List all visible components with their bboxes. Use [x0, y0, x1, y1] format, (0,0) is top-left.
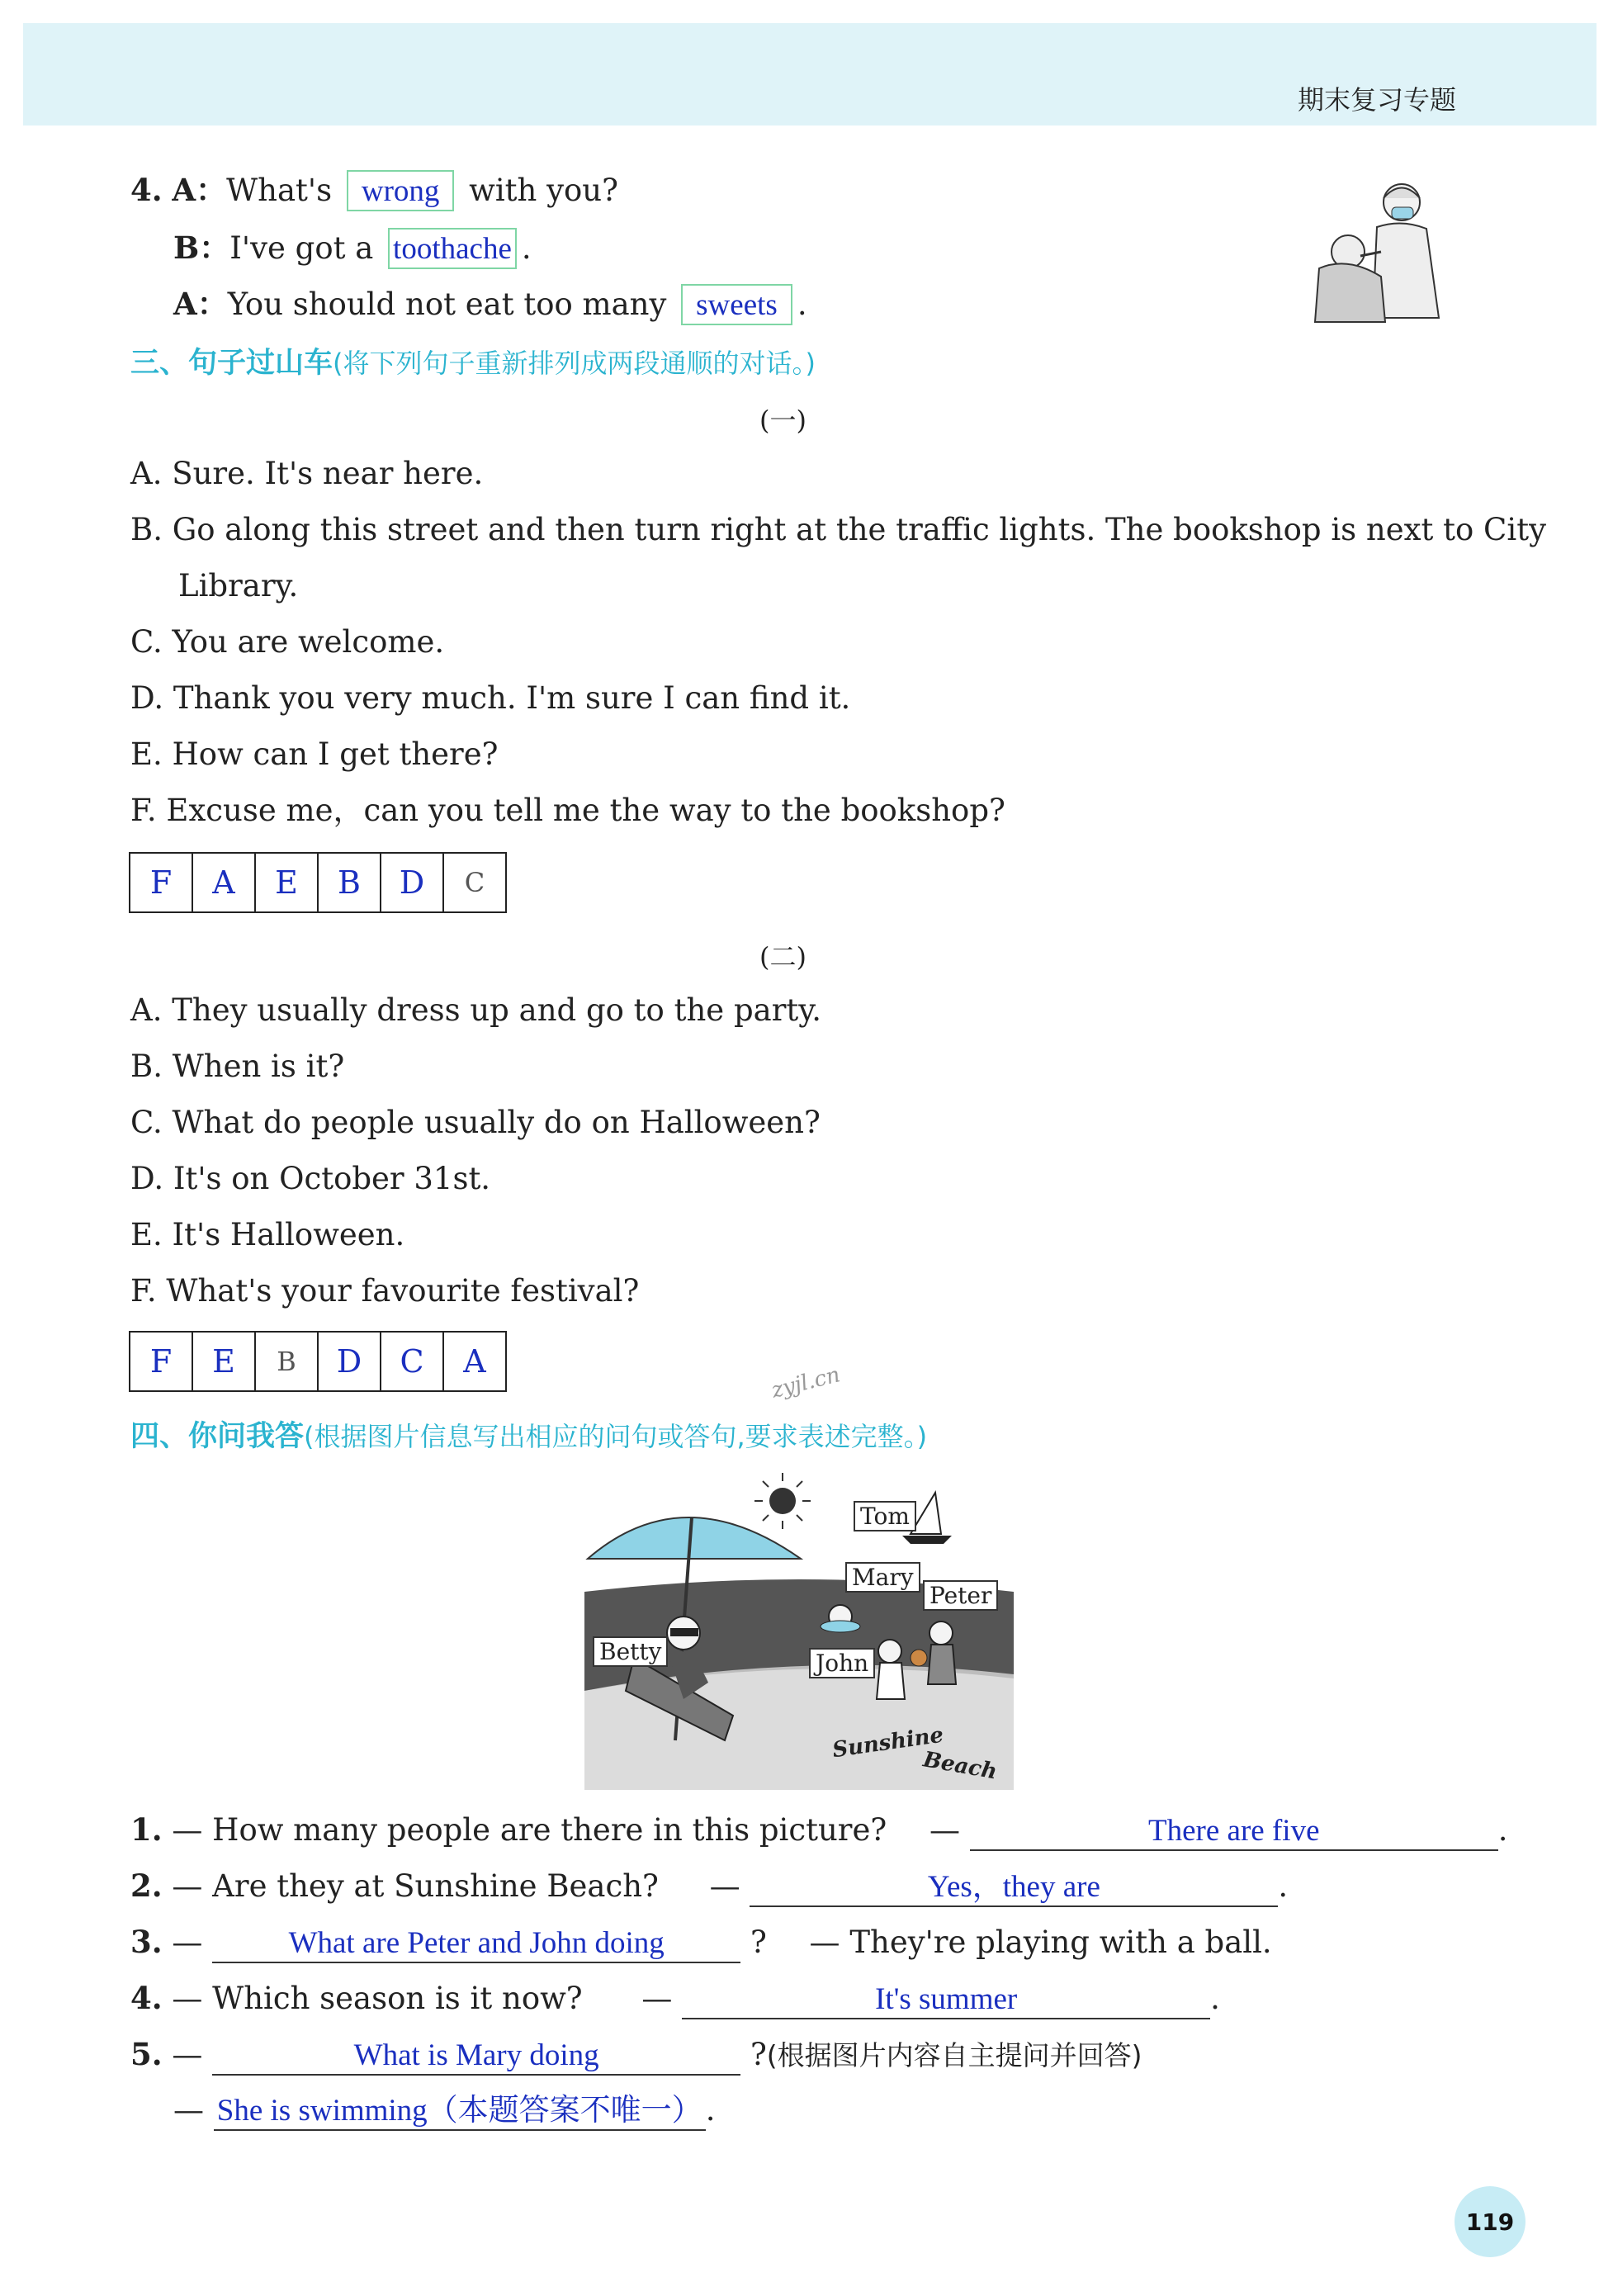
- dash: —: [173, 2092, 204, 2128]
- part1-order-boxes: [129, 852, 507, 913]
- part2-heading: (二): [759, 941, 806, 973]
- answer-toothache: toothache: [388, 228, 517, 269]
- end-punct: .: [1497, 1812, 1508, 1848]
- part1-option-d: D. Thank you very much. I'm sure I can find it.: [130, 680, 851, 716]
- dash: —: [641, 1981, 673, 2016]
- qa-number: 3.: [130, 1924, 163, 1960]
- q4-line-a2: [173, 284, 807, 325]
- part2-option-f: F. What's your favourite festival?: [130, 1273, 640, 1309]
- speaker-b-label: B：: [173, 230, 230, 266]
- section4-title-text: 四、你问我答: [130, 1420, 305, 1453]
- answer-text: What is Mary doing: [212, 2038, 740, 2076]
- answer-text: Yes，they are: [750, 1869, 1278, 1907]
- part1-option-e: E. How can I get there?: [130, 736, 499, 772]
- q5-note: (根据图片内容自主提问并回答): [766, 2039, 1142, 2071]
- part1-option-b-cont: Library.: [178, 568, 299, 604]
- sign-beach: Beach: [921, 1747, 1000, 1785]
- qa-number: 1.: [130, 1811, 163, 1848]
- q4-line-b: [173, 228, 532, 269]
- question-text: How many people are there in this picture?: [212, 1812, 887, 1848]
- dash: —: [172, 2037, 203, 2072]
- q4-number: 4.: [130, 172, 163, 208]
- end-punct: .: [1278, 1868, 1289, 1904]
- order-box: A: [192, 853, 255, 912]
- part2-option-c: C. What do people usually do on Halloween?: [130, 1105, 821, 1140]
- order-box: C: [443, 853, 506, 912]
- order-box: E: [192, 1332, 255, 1391]
- question-mark: ?: [750, 2037, 767, 2072]
- part2-option-e: E. It's Halloween.: [130, 1217, 405, 1252]
- dentist-illustration: [1303, 169, 1459, 326]
- beach-picture: [584, 1468, 1014, 1790]
- part1-option-b: B. Go along this street and then turn right at the traffic lights. The bookshop is next to City: [130, 512, 1546, 547]
- answer-wrong: wrong: [347, 170, 455, 211]
- q4-line-a1: [130, 170, 618, 211]
- qa-number: 2.: [130, 1868, 163, 1904]
- order-box: C: [381, 1332, 443, 1391]
- section3-instruction: (将下列句子重新排列成两段通顺的对话。): [333, 348, 816, 379]
- part2-option-b: B. When is it?: [130, 1049, 345, 1084]
- qa-row-2: [130, 1868, 1288, 1907]
- section3-title-text: 三、句子过山车: [130, 347, 333, 380]
- sign-sunshine: Sunshine: [830, 1722, 945, 1763]
- label-mary: Mary: [845, 1562, 920, 1593]
- qa-number: 5.: [130, 2036, 163, 2072]
- part1-heading: (一): [759, 405, 806, 436]
- q4-a2-text: You should not eat too many: [227, 286, 667, 322]
- dash: —: [172, 1868, 203, 1904]
- section3-title: [130, 340, 816, 381]
- order-box: F: [130, 1332, 192, 1391]
- page-number: 119: [1455, 2186, 1525, 2257]
- order-box: E: [255, 853, 318, 912]
- qa-row-4: [130, 1980, 1220, 2019]
- speaker-a-label-2: A：: [173, 286, 228, 322]
- part1-option-a: A. Sure. It's near here.: [130, 456, 484, 491]
- response-text: They're playing with a ball.: [849, 1924, 1272, 1960]
- order-box: B: [318, 853, 381, 912]
- question-mark: ?: [750, 1924, 767, 1960]
- label-tom: Tom: [854, 1501, 916, 1531]
- order-box: D: [381, 853, 443, 912]
- question-text: Which season is it now?: [212, 1981, 583, 2016]
- question-text: Are they at Sunshine Beach?: [212, 1868, 659, 1904]
- answer-sweets: sweets: [681, 284, 792, 325]
- end-punct: .: [1210, 1981, 1220, 2016]
- part2-option-d: D. It's on October 31st.: [130, 1161, 491, 1196]
- part1-option-c: C. You are welcome.: [130, 624, 445, 660]
- dash: —: [172, 1812, 203, 1848]
- q4-a2-post: .: [797, 286, 807, 322]
- q4-b-text: I've got a: [229, 230, 374, 266]
- dash: —: [809, 1924, 840, 1960]
- order-box: B: [255, 1332, 318, 1391]
- answer-text: There are five: [970, 1813, 1498, 1851]
- part1-option-f: F. Excuse me，can you tell me the way to the bookshop?: [130, 793, 1005, 828]
- label-john: John: [809, 1648, 875, 1678]
- order-box: F: [130, 853, 192, 912]
- dash: —: [709, 1868, 740, 1904]
- qa-row-5: [130, 2036, 1142, 2076]
- dash: —: [172, 1924, 203, 1960]
- q4-a1-post: with you?: [469, 173, 618, 208]
- beach-drawing: [584, 1468, 1014, 1790]
- watermark: zyjl.cn: [769, 1362, 843, 1404]
- order-box: D: [318, 1332, 381, 1391]
- answer-text: She is swimming（本题答案不唯一）: [214, 2093, 706, 2131]
- header-title: 期末复习专题: [1297, 84, 1456, 116]
- section4-title: [130, 1413, 927, 1455]
- label-peter: Peter: [923, 1580, 998, 1611]
- qa-row-5-answer: [173, 2092, 715, 2131]
- qa-number: 4.: [130, 1980, 163, 2016]
- dash: —: [172, 1981, 203, 2016]
- part2-option-a: A. They usually dress up and go to the party.: [130, 992, 821, 1028]
- q4-b-post: .: [521, 230, 532, 266]
- answer-text: It's summer: [682, 1981, 1210, 2019]
- part2-order-boxes: [129, 1331, 507, 1392]
- order-box: A: [443, 1332, 506, 1391]
- qa-row-1: [130, 1811, 1508, 1851]
- qa-row-3: [130, 1924, 1272, 1963]
- label-betty: Betty: [593, 1636, 668, 1667]
- section4-instruction: (根据图片信息写出相应的问句或答句,要求表述完整。): [304, 1421, 928, 1452]
- end-punct: .: [705, 2092, 716, 2128]
- q4-a1-text: What's: [226, 173, 333, 208]
- answer-text: What are Peter and John doing: [212, 1925, 740, 1963]
- dash: —: [929, 1812, 960, 1848]
- speaker-a-label: A：: [172, 172, 227, 208]
